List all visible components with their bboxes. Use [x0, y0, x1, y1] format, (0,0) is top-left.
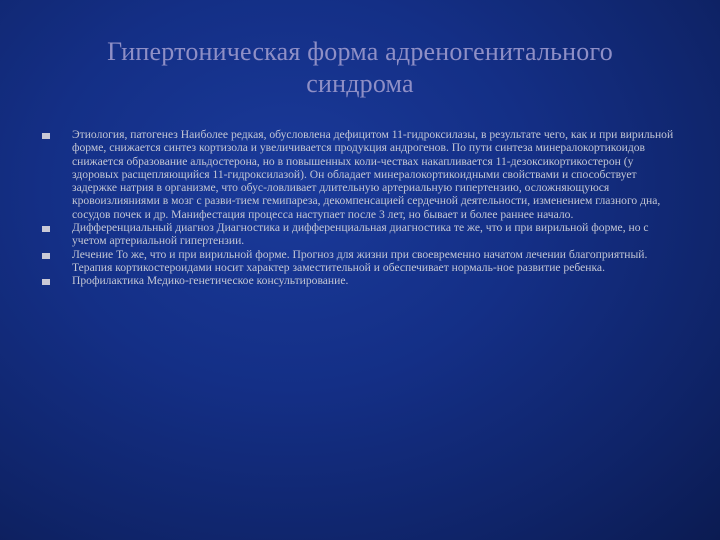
square-bullet-icon: [42, 226, 50, 232]
list-item: [40, 248, 680, 275]
square-bullet-icon: [42, 253, 50, 259]
list-item-text: Профилактика Медико-генетическое консультирование.: [72, 274, 349, 288]
bullet-list: [40, 128, 680, 288]
list-item: [40, 128, 680, 221]
slide-title-line-1: Гипертоническая форма адреногенитального: [107, 37, 613, 66]
list-item-text: Дифференциальный диагноз Диагностика и дифференциальная диагностика те же, что и при вирильной форме, но с учетом артериальной гипертензии.: [72, 221, 649, 248]
square-bullet-icon: [42, 279, 50, 285]
square-bullet-icon: [42, 133, 50, 139]
list-item-text: Лечение То же, что и при вирильной форме. Прогноз для жизни при своевременно начатом лечении благоприятный. Терапия кортикостероидами носит характер заместительной и обеспечивает нормаль-ное развитие ребенка.: [72, 247, 648, 274]
slide-title-line-2: синдрома: [306, 69, 414, 98]
list-item: [40, 274, 680, 287]
list-item-text: Этиология, патогенез Наиболее редкая, обусловлена дефицитом 11-гидроксилазы, в результате чего, как и при вирильной форме, снижается синтез кортизола и увеличивается продукция андрогенов. По пути синтеза минералокортикоидов снижается образование альдостерона, но в повышенных коли-чествах накапливается 11-дезоксикортикостерон (у здоровых расщепляющийся 11-гидроксилазой). Он обладает минералокортикоидными свойствами и способствует задержке натрия в организме, что обус-ловливает длительную артериальную гипертензию, осложняющуюся кровоизлияниями в мозг с разви-тием гемипареза, декомпенсацией сердечной деятельности, изменением глазного дна, сосудов почек и др. Манифестация процесса наступает после 3 лет, но бывает и более раннее начало.: [72, 128, 674, 221]
list-item: [40, 221, 680, 248]
slide-title: [60, 36, 660, 100]
